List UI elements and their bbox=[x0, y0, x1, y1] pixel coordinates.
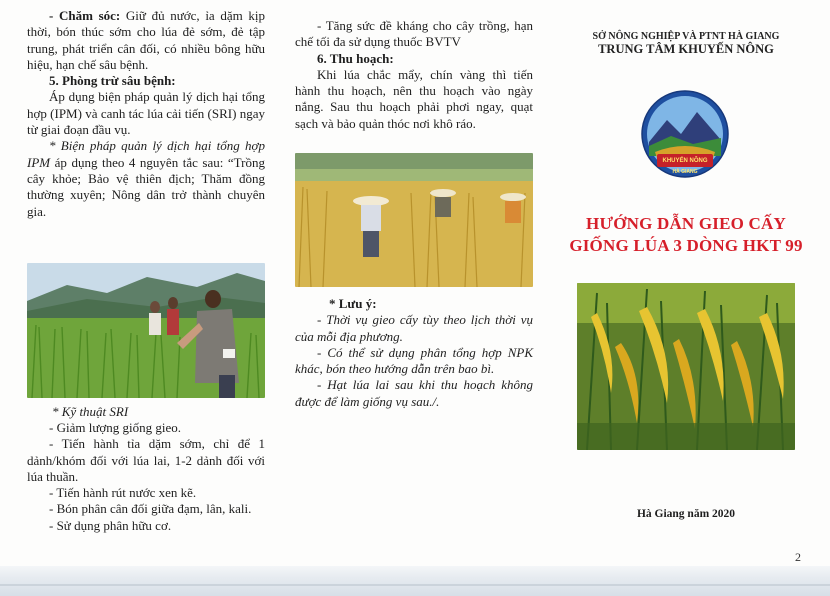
cover-title-line-2: GIỐNG LÚA 3 DÒNG HKT 99 bbox=[569, 236, 803, 255]
scan-edge-bar bbox=[0, 566, 830, 596]
sri-block bbox=[52, 404, 265, 420]
center-name: TRUNG TÂM KHUYẾN NÔNG bbox=[598, 42, 774, 56]
sri-item: - Tiến hành rút nước xen kẽ. bbox=[49, 485, 197, 501]
sri-item: - Tiến hành tỉa dặm sớm, chỉ để 1 dảnh/khóm đối với lúa lai, 1-2 dảnh đối với lúa thuần. bbox=[27, 436, 265, 484]
sri-list bbox=[27, 420, 265, 534]
harvest-image bbox=[295, 153, 533, 287]
ipm-measure-text: áp dụng theo 4 nguyên tắc sau: “Trồng cây khỏe; Bảo vệ thiên địch; Thăm đồng thường xuyên; Nông dân trở thành chuyên gia. bbox=[27, 154, 265, 219]
column-2 bbox=[295, 18, 533, 132]
page-number: 2 bbox=[795, 550, 801, 564]
field-inspection-photo bbox=[27, 263, 265, 398]
resistance-paragraph: - Tăng sức đề kháng cho cây trồng, hạn chế tối đa sử dụng thuốc BVTV bbox=[295, 18, 533, 50]
note-item: - Hạt lúa lai sau khi thu hoạch không được để làm giống vụ sau./. bbox=[295, 377, 533, 409]
rice-cover-image bbox=[577, 283, 795, 450]
notes-block bbox=[295, 296, 533, 410]
column-1 bbox=[27, 8, 265, 220]
logo-icon bbox=[641, 90, 729, 178]
ipm-measure-label: * Biện pháp quản lý dịch hại tổng hợp IPM bbox=[27, 138, 265, 170]
cover-footer-place-year: Hà Giang năm 2020 bbox=[636, 508, 736, 520]
section-5-heading: 5. Phòng trừ sâu bệnh: bbox=[49, 73, 176, 89]
rice-cover-photo bbox=[577, 283, 795, 450]
scan-edge-line bbox=[0, 584, 830, 586]
notes-label: * Lưu ý: bbox=[329, 296, 377, 311]
ipm-paragraph: Áp dụng biện pháp quản lý dịch hại tổng hợp (IPM) và canh tác lúa cải tiến (SRI) ngay từ giai đoạn đầu vụ. bbox=[27, 89, 265, 138]
extension-center-logo bbox=[641, 90, 729, 178]
note-item: - Có thể sử dụng phân tổng hợp NPK khác, bón theo hướng dẫn trên bao bì. bbox=[295, 344, 533, 377]
section-6-heading: 6. Thu hoạch: bbox=[317, 50, 394, 66]
agency-name: SỞ NÔNG NGHIỆP VÀ PTNT HÀ GIANG bbox=[592, 31, 780, 42]
sri-item: - Giảm lượng giống gieo. bbox=[49, 420, 181, 435]
cover-title-line-1: HƯỚNG DẪN GIEO CẤY bbox=[586, 214, 786, 233]
field-inspection-image bbox=[27, 263, 265, 398]
sri-label: * Kỹ thuật SRI bbox=[52, 404, 129, 419]
care-text: Giữ đủ nước, ỉa dặm kịp thời, bón thúc sớm cho lúa đẻ sớm, đẻ tập trung, phát triển cân đối, có nhiều bông hữu hiệu, hạn chế sâu bệnh. bbox=[27, 8, 265, 72]
ipm-measure-paragraph bbox=[27, 138, 265, 219]
logo-text-1: KHUYẾN NÔNG bbox=[662, 158, 708, 164]
care-paragraph bbox=[27, 8, 265, 73]
note-item: - Thời vụ gieo cấy tùy theo lịch thời vụ của mỗi địa phương. bbox=[295, 312, 533, 344]
sri-item: - Bón phân cân đối giữa đạm, lân, kali. bbox=[49, 501, 252, 517]
harvest-photo bbox=[295, 153, 533, 287]
logo-text-2: HÀ GIANG bbox=[672, 169, 698, 175]
sri-item: - Sử dụng phân hữu cơ. bbox=[49, 517, 172, 533]
care-label: - Chăm sóc: bbox=[49, 8, 121, 23]
harvest-paragraph: Khi lúa chắc mẩy, chín vàng thì tiến hành thu hoạch, nên thu hoạch vào ngày nắng. Sau thu hoạch phải phơi ngay, quạt sạch và bảo quản thóc nơi khô ráo. bbox=[295, 66, 533, 131]
